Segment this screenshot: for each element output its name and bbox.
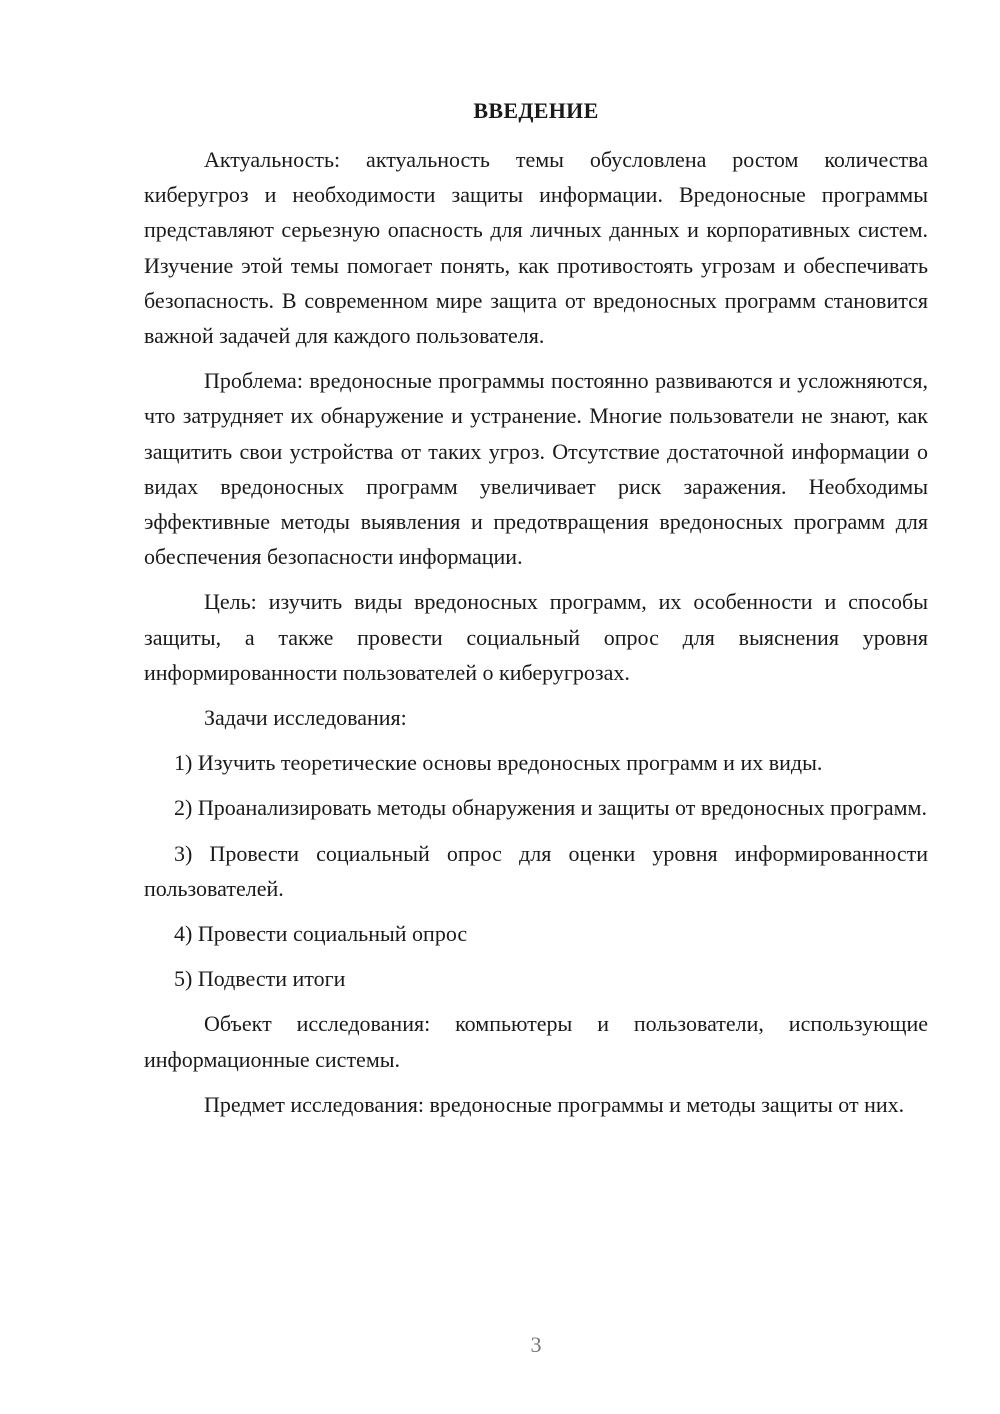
paragraph-goal: Цель: изучить виды вредоносных программ, их особенности и способы защиты, а также провести социальный опрос для выяснения уровня информированности пользователей о киберугрозах. [144, 589, 928, 685]
task-item-3: 3) Провести социальный опрос для оценки уровня информированности пользователей. [144, 840, 928, 901]
page-number: 3 [530, 1332, 542, 1357]
document-body [144, 142, 928, 1132]
paragraph-object: Объект исследования: компьютеры и пользователи, использующие информационные системы. [144, 1011, 928, 1072]
task-item-1: 1) Изучить теоретические основы вредоносных программ и их виды. [174, 750, 823, 776]
task-item-2: 2) Проанализировать методы обнаружения и защиты от вредоносных программ. [174, 795, 927, 821]
task-item-4: 4) Провести социальный опрос [174, 921, 468, 947]
paragraph-relevance: Актуальность: актуальность темы обусловлена ростом количества киберугроз и необходимости защиты информации. Вредоносные программы представляют серьезную опасность для личных данных и корпоративных систем. Изучение этой темы помогает понять, как противостоять угрозам и обеспечивать безопасность. В современном мире защита от вредоносных программ становится важной задачей для каждого пользователя. [144, 147, 928, 349]
tasks-heading: Задачи исследования: [204, 705, 407, 731]
task-item-5: 5) Подвести итоги [174, 966, 346, 992]
page-title: ВВЕДЕНИЕ [473, 98, 599, 123]
paragraph-subject: Предмет исследования: вредоносные программы и методы защиты от них. [204, 1091, 905, 1117]
paragraph-problem: Проблема: вредоносные программы постоянно развиваются и усложняются, что затрудняет их обнаружение и устранение. Многие пользователи не знают, как защитить свои устройства от таких угроз. Отсутствие достаточной информации о видах вредоносных программ увеличивает риск заражения. Необходимы эффективные методы выявления и предотвращения вредоносных программ для обеспечения безопасности информации. [144, 368, 928, 570]
